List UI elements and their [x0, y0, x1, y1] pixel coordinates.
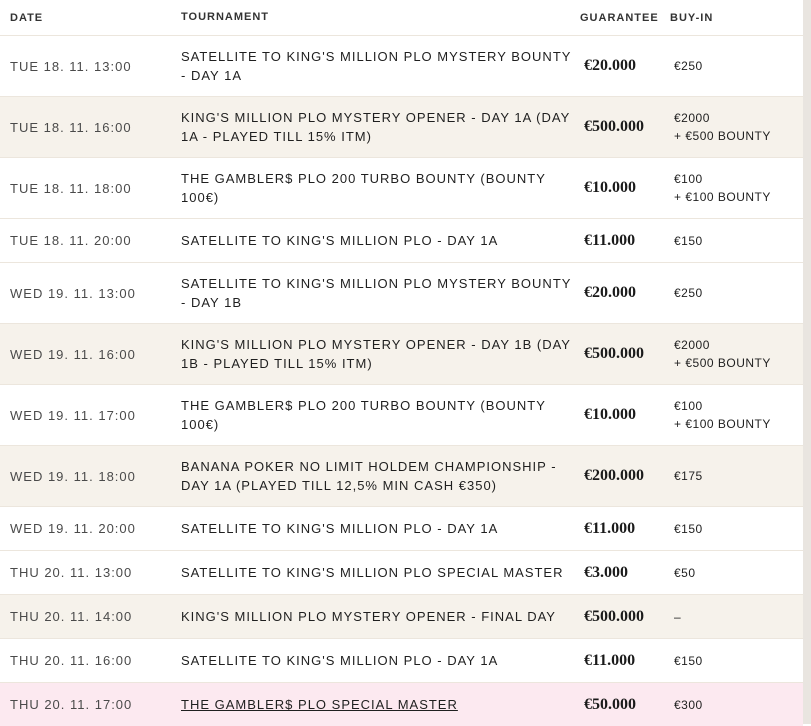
table-row: [0, 638, 803, 682]
row-guarantee: €11.000: [584, 519, 636, 537]
buyin-amount: €100: [674, 399, 703, 413]
row-tournament: SATELLITE TO KING'S MILLION PLO - DAY 1A: [181, 521, 499, 536]
row-tournament: SATELLITE TO KING'S MILLION PLO - DAY 1A: [181, 233, 499, 248]
buyin-amount: €150: [674, 653, 703, 668]
table-row: [0, 384, 803, 445]
buyin-amount: €2000: [674, 338, 710, 352]
row-buyin: [670, 652, 803, 670]
row-date: TUE 18. 11. 20:00: [10, 233, 132, 248]
row-date: WED 19. 11. 17:00: [10, 407, 136, 423]
table-row: [0, 550, 803, 594]
row-buyin: [670, 608, 803, 626]
row-buyin: [670, 696, 803, 714]
table-row: [0, 506, 803, 550]
table-row: [0, 96, 803, 157]
table-header: [0, 0, 803, 35]
buyin-bounty: + €500 BOUNTY: [674, 129, 771, 143]
scrollbar[interactable]: [803, 0, 811, 724]
buyin-bounty: + €500 BOUNTY: [674, 356, 771, 370]
table-row: [0, 323, 803, 384]
buyin-amount: €2000: [674, 111, 710, 125]
row-tournament: THE GAMBLER$ PLO 200 TURBO BOUNTY (BOUNTY 100€): [181, 398, 546, 432]
header-buyin: BUY-IN: [670, 11, 714, 24]
row-guarantee: €11.000: [584, 231, 636, 249]
row-buyin: [670, 564, 803, 582]
row-tournament: SATELLITE TO KING'S MILLION PLO SPECIAL MASTER: [181, 565, 564, 580]
buyin-amount: €150: [674, 233, 703, 248]
buyin-amount: €250: [674, 59, 703, 73]
row-buyin: [670, 336, 803, 372]
buyin-amount: €250: [674, 286, 703, 300]
row-date: WED 19. 11. 13:00: [10, 285, 136, 301]
table-row: [0, 262, 803, 323]
row-date: TUE 18. 11. 16:00: [10, 119, 132, 135]
row-guarantee: €50.000: [584, 695, 636, 713]
row-guarantee: €200.000: [584, 467, 644, 484]
row-buyin: [670, 467, 803, 485]
row-date: WED 19. 11. 20:00: [10, 521, 136, 536]
table-row-highlighted: [0, 682, 803, 726]
header-date: DATE: [10, 11, 44, 24]
row-date: THU 20. 11. 13:00: [10, 565, 133, 580]
row-tournament: KING'S MILLION PLO MYSTERY OPENER - DAY 1A (DAY 1A - PLAYED TILL 15% ITM): [181, 110, 571, 144]
row-tournament: KING'S MILLION PLO MYSTERY OPENER - DAY 1B (DAY 1B - PLAYED TILL 15% ITM): [181, 337, 571, 371]
header-tournament: TOURNAMENT: [181, 11, 270, 23]
table-row: [0, 445, 803, 506]
row-date: THU 20. 11. 14:00: [10, 609, 133, 624]
row-tournament: SATELLITE TO KING'S MILLION PLO MYSTERY BOUNTY - DAY 1B: [181, 276, 572, 310]
row-guarantee: €500.000: [584, 118, 644, 135]
row-tournament: SATELLITE TO KING'S MILLION PLO MYSTERY BOUNTY - DAY 1A: [181, 49, 572, 83]
buyin-bounty: + €100 BOUNTY: [674, 190, 771, 204]
row-buyin: [670, 284, 803, 302]
row-tournament: BANANA POKER NO LIMIT HOLDEM CHAMPIONSHIP - DAY 1A (PLAYED TILL 12,5% MIN CASH €350): [181, 459, 557, 493]
buyin-amount: €100: [674, 172, 703, 186]
tournament-link[interactable]: THE GAMBLER$ PLO SPECIAL MASTER: [181, 697, 458, 712]
row-guarantee: €10.000: [584, 179, 636, 196]
buyin-amount: €175: [674, 469, 703, 483]
header-guarantee: GUARANTEE: [580, 11, 659, 24]
row-buyin: [670, 109, 803, 145]
row-tournament: KING'S MILLION PLO MYSTERY OPENER - FINAL DAY: [181, 609, 556, 624]
row-buyin: [670, 170, 803, 206]
buyin-amount: €50: [674, 565, 696, 580]
row-guarantee: €10.000: [584, 406, 636, 423]
row-buyin: [670, 520, 803, 538]
buyin-bounty: + €100 BOUNTY: [674, 417, 771, 431]
row-date: TUE 18. 11. 13:00: [10, 58, 132, 74]
table-row: [0, 594, 803, 638]
buyin-amount: €150: [674, 521, 703, 536]
row-date: TUE 18. 11. 18:00: [10, 180, 132, 196]
row-buyin: [670, 397, 803, 433]
table-row: [0, 157, 803, 218]
row-buyin: [670, 57, 803, 75]
row-tournament: THE GAMBLER$ PLO 200 TURBO BOUNTY (BOUNTY 100€): [181, 171, 546, 205]
buyin-amount: –: [674, 609, 682, 624]
row-guarantee: €20.000: [584, 57, 636, 74]
row-buyin: [670, 232, 803, 250]
row-tournament: [181, 695, 580, 714]
row-guarantee: €500.000: [584, 607, 644, 625]
table-row: [0, 218, 803, 262]
row-date: THU 20. 11. 17:00: [10, 697, 133, 712]
row-tournament: SATELLITE TO KING'S MILLION PLO - DAY 1A: [181, 653, 499, 668]
row-guarantee: €20.000: [584, 284, 636, 301]
row-guarantee: €11.000: [584, 651, 636, 669]
row-guarantee: €500.000: [584, 345, 644, 362]
row-date: WED 19. 11. 18:00: [10, 468, 136, 484]
row-date: THU 20. 11. 16:00: [10, 653, 133, 668]
table-row: [0, 35, 803, 96]
row-guarantee: €3.000: [584, 563, 628, 581]
row-date: WED 19. 11. 16:00: [10, 346, 136, 362]
buyin-amount: €300: [674, 697, 703, 712]
